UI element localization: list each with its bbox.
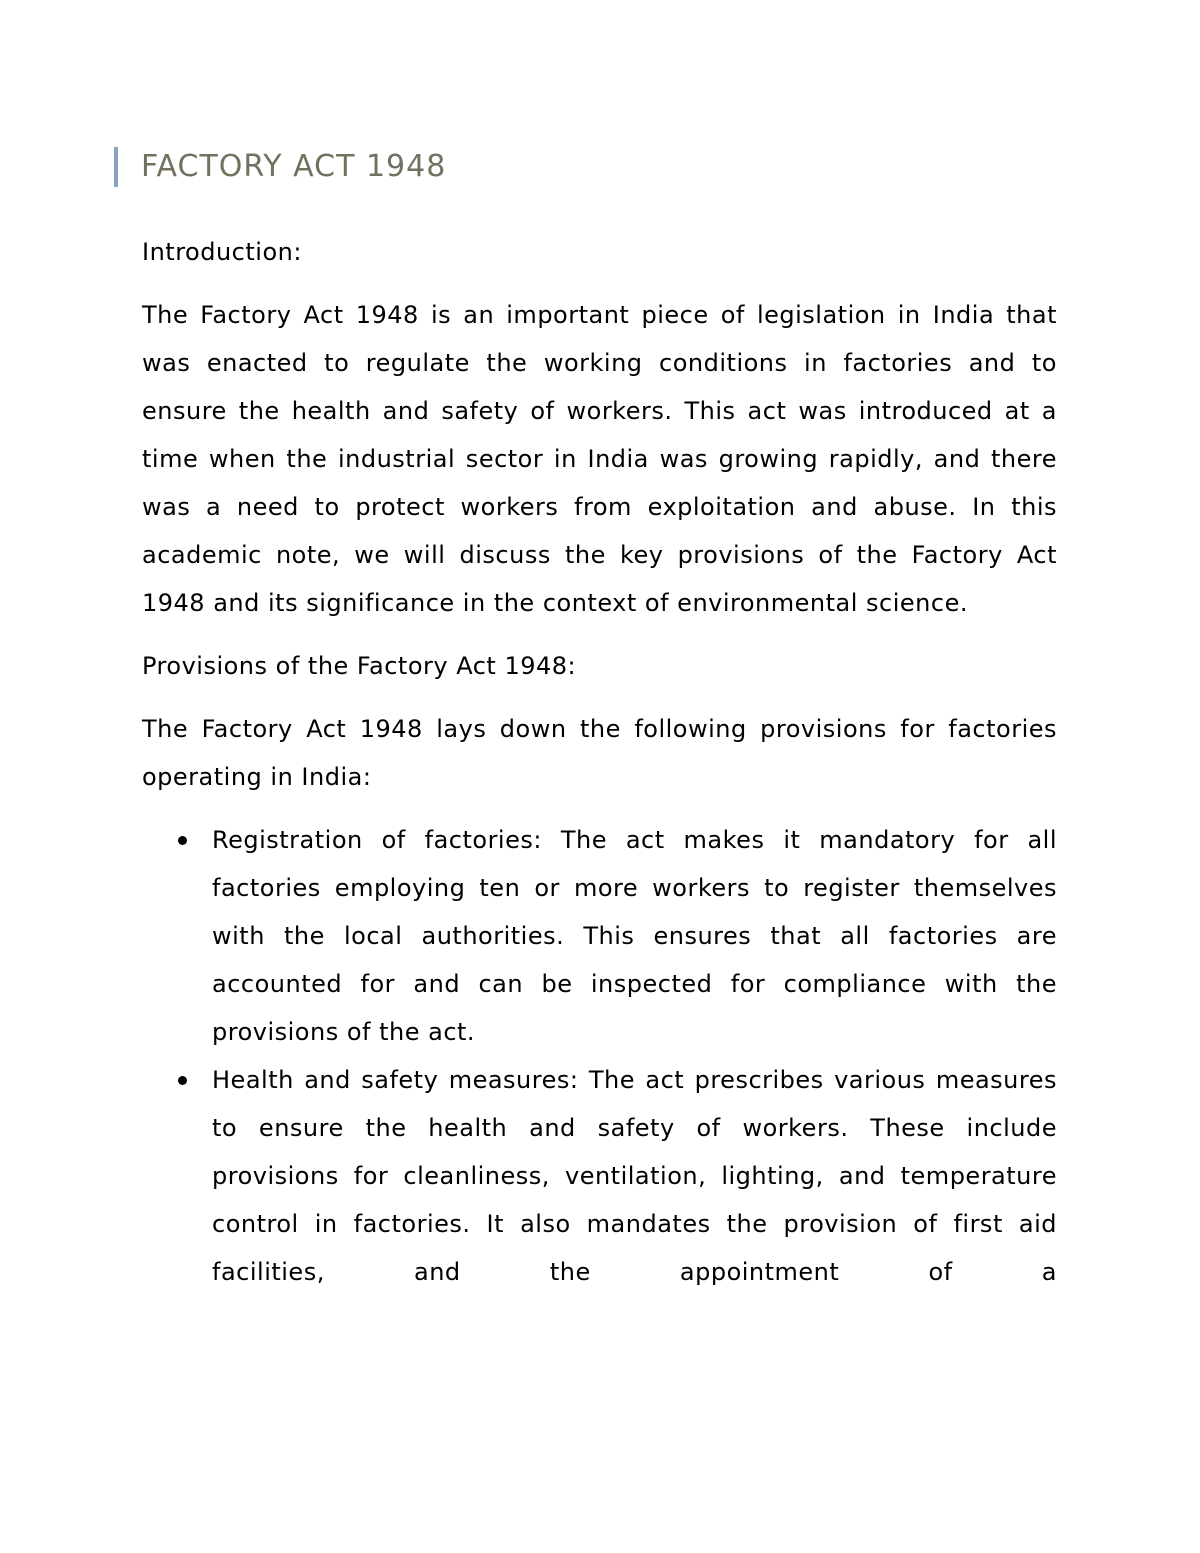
intro-paragraph: The Factory Act 1948 is an important piece of legislation in India that was enacted to regulate the working conditions in factories and to ensure the health and safety of workers. This act was introduced at a time when the industrial sector in India was growing rapidly, and there was a need to protect workers from exploitation and abuse. In this academic note, we will discuss the key provisions of the Factory Act 1948 and its significance in the context of environmental science. — [142, 301, 1057, 617]
list-item-text: Registration of factories: The act makes it mandatory for all factories employing ten or more workers to register themselves with the local authorities. This ensures that all factories are accounted for and can be inspected for compliance with the provisions of the act. — [212, 826, 1057, 1046]
list-item — [142, 1056, 1057, 1296]
document-heading — [114, 147, 446, 187]
bullet-icon — [178, 836, 187, 845]
list-item — [142, 816, 1057, 1056]
intro-heading: Introduction: — [142, 238, 302, 266]
page-title: FACTORY ACT 1948 — [141, 149, 447, 184]
provisions-list — [142, 816, 1057, 1296]
provisions-heading: Provisions of the Factory Act 1948: — [142, 652, 577, 680]
heading-accent-bar — [114, 147, 118, 187]
list-item-text: Health and safety measures: The act prescribes various measures to ensure the health and safety of workers. These include provisions for cleanliness, ventilation, lighting, and temperature control in factories. It also mandates the provision of first aid facilities, and the appointment of a — [212, 1066, 1057, 1286]
provisions-paragraph: The Factory Act 1948 lays down the following provisions for factories operating in India: — [142, 715, 1057, 791]
document-body — [142, 228, 1057, 1296]
bullet-icon — [178, 1076, 187, 1085]
